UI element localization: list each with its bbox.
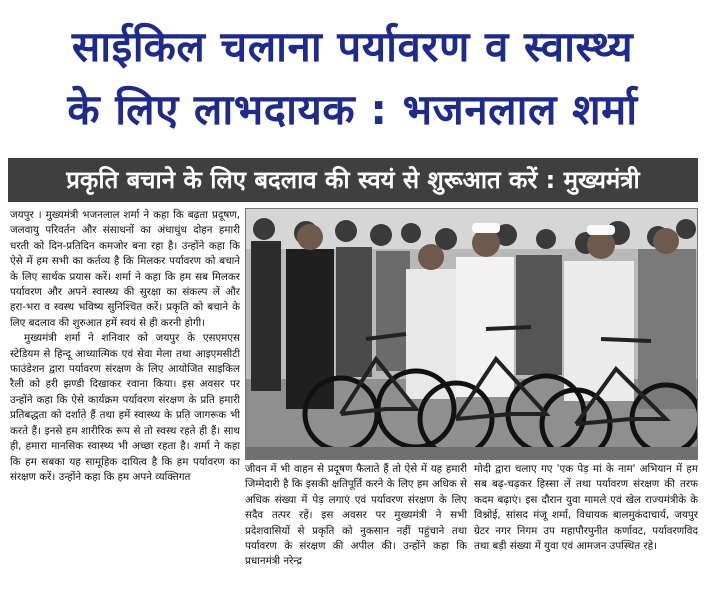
article-middle-column: जीवन में भी वाहन से प्रदूषण फैलाते हैं तो ऐसे में यह हमारी जिम्मेदारी है कि इसकी क्षतिपूर्ति करने के लिए हम अधिक से अधिक संख्या में पेड़ लगाएं एवं पर्यावरण संरक्षण के लिए सदैव तत्पर रहें। इस अवसर पर मुख्यमंत्री ने सभी प्रदेशवासियों से प्रकृति को नुकसान नहीं पहुंचाने तथा पर्यावरण के संरक्षण की अपील की। उन्होंने कहा कि प्रधानमंत्री नरेन्द्र bbox=[245, 463, 467, 568]
article-paragraph-1: जयपुर । मुख्यमंत्री भजनलाल शर्मा ने कहा कि बढ़ता प्रदूषण, जलवायु परिवर्तन और संसाधनों का अंधाधुंध दोहन हमारी धरती को दिन-प्रतिदिन कमजोर बना रहा है। उन्होंने कहा कि ऐसे में हम सभी का कर्तव्य है कि मिलकर पर्यावरण को बचाने के लिए सार्थक प्रयास करें। शर्मा ने कहा कि हम सब मिलकर पर्यावरण और अपने स्वास्थ्य की सुरक्षा का संकल्प लें और हरा-भरा व स्वस्थ भविष्य सुनिश्चित करें। प्रकृति को बचाने के लिए बदलाव की शुरुआत हमें स्वयं से ही करनी होगी। bbox=[10, 209, 240, 329]
cycle-rally-photo bbox=[245, 208, 698, 460]
article-paragraph-2: मुख्यमंत्री शर्मा ने शनिवार को जयपुर के एसएमएस स्टेडियम से हिन्दू आध्यात्मिक एवं सेवा मेला तथा आइएमसीटी फाउंडेशन द्वारा पर्यावरण संरक्षण के लिए आयोजित साइकिल रैली को हरी झण्डी दिखाकर रवाना किया। इस अवसर पर उन्होंने कहा कि ऐसे कार्यक्रम पर्यावरण संरक्षण के प्रति हमारी प्रतिबद्धता को दर्शाते हैं तथा हमें स्वास्थ्य के प्रति जागरूक भी करते हैं। इनसे हम शारीरिक रूप से तो स्वस्थ रहते ही हैं। साथ ही, हमारा मानसिक स्वास्थ्य भी अच्छा रहता है। शर्मा ने कहा कि हम सबका यह सामूहिक दायित्व है कि हम पर्यावरण का संरक्षण करें। उन्होंने कहा कि हम अपने व्यक्तिगत bbox=[10, 332, 240, 483]
headline-line-1: साईकिल चलाना पर्यावरण व स्वास्थ्य bbox=[71, 22, 634, 71]
headline-line-2: के लिए लाभदायक : भजनलाल शर्मा bbox=[67, 85, 638, 134]
headline bbox=[4, 4, 701, 150]
subheadline-banner: प्रकृति बचाने के लिए बदलाव की स्वयं से शुरूआत करें : मुख्यमंत्री bbox=[8, 158, 698, 202]
article-right-column: मोदी द्वारा चलाए गए 'एक पेड़ मां के नाम' अभियान में हम सब बढ़-चढ़कर हिस्सा लें तथा पर्यावरण संरक्षण की तरफ कदम बढ़ाएं। इस दौरान युवा मामले एवं खेल राज्यमंत्रीके के विश्नोई, सांसद मंजू शर्मा, विधायक बालमुकंदाचार्य, जयपुर ग्रेटर नगर निगम उप महापौरपुनीत कर्णावट, पर्यावरणविद तथा बड़ी संख्या में युवा एवं आमजन उपस्थित रहे। bbox=[474, 463, 698, 553]
article-left-column bbox=[10, 208, 240, 592]
